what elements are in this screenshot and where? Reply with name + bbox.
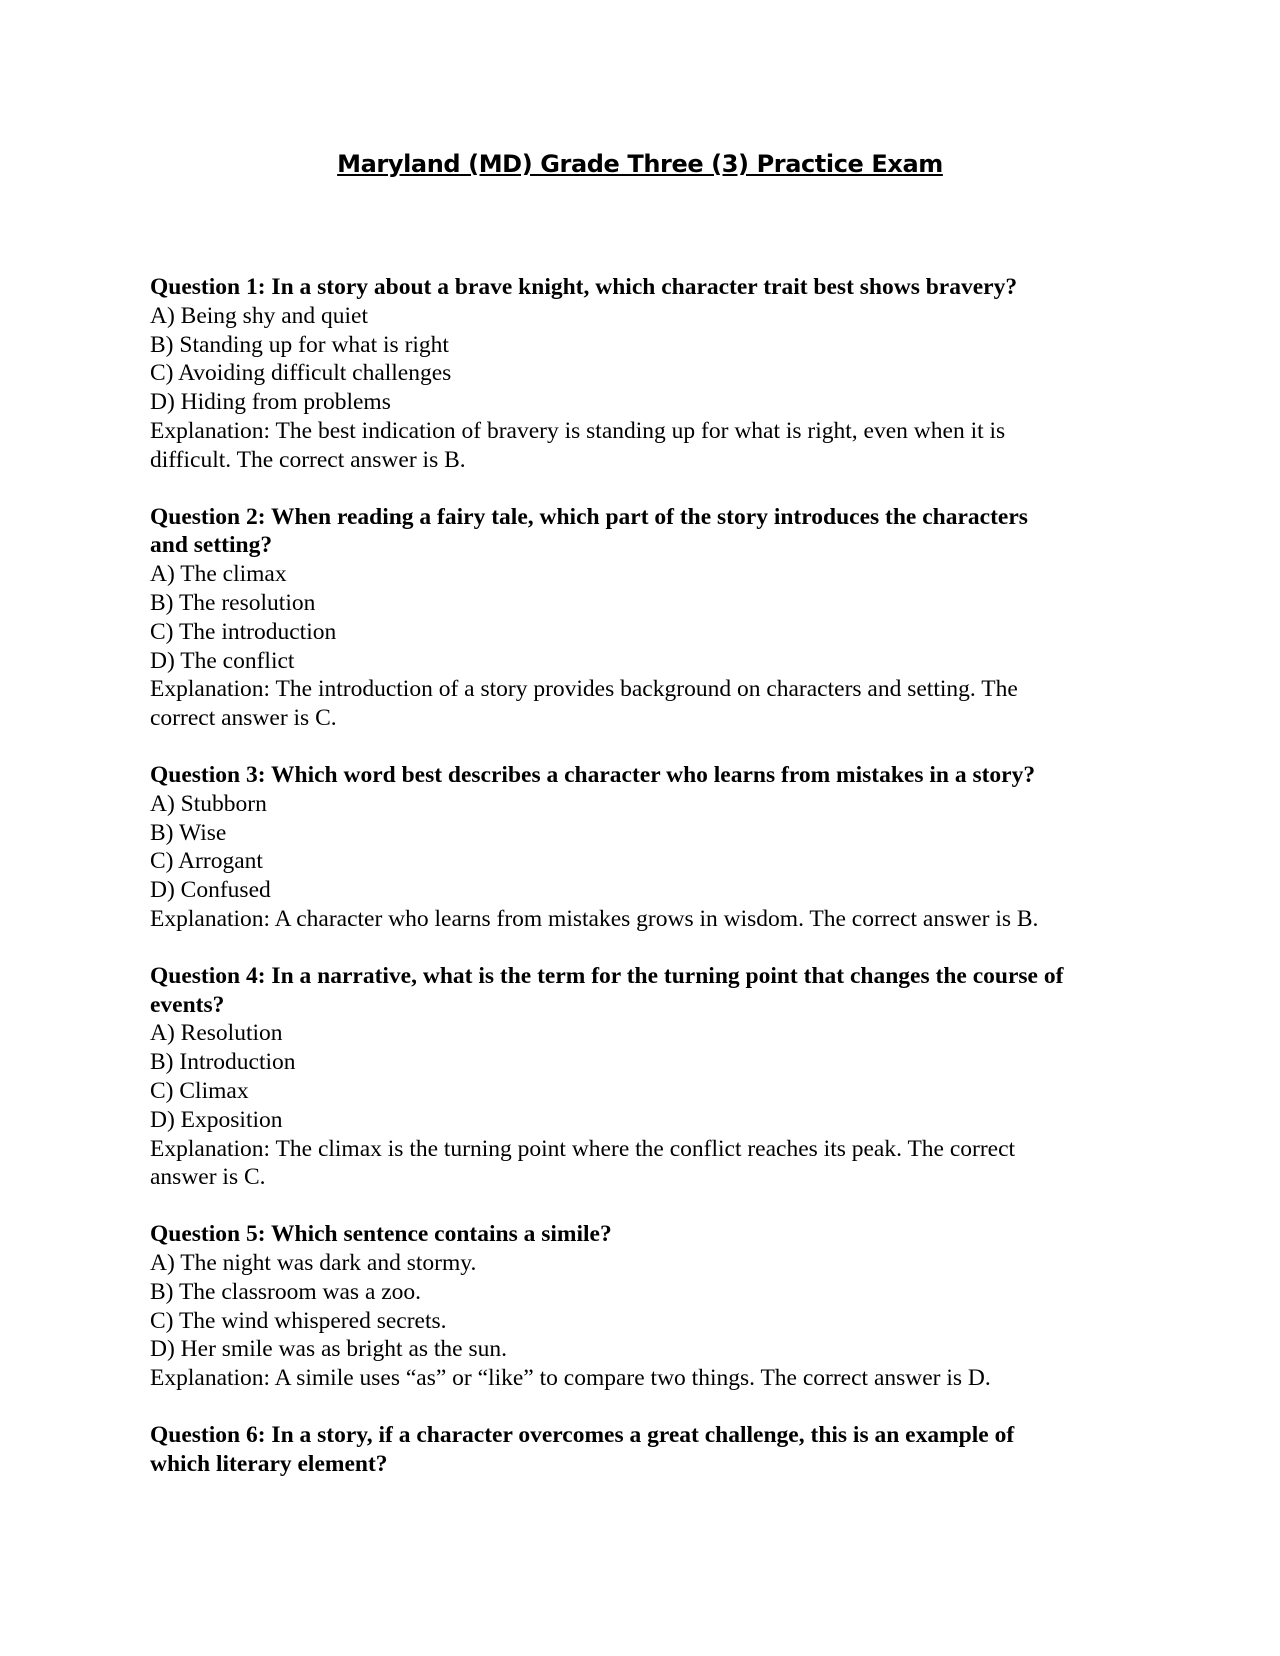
explanation-text: Explanation: The climax is the turning point where the conflict reaches its peak. The correct xyxy=(150,1135,1016,1162)
answer-option: A) Resolution xyxy=(150,1020,283,1047)
questions-list xyxy=(150,273,1150,1478)
explanation-text: Explanation: A simile uses “as” or “like” to compare two things. The correct answer is D. xyxy=(150,1365,991,1392)
question-block-3 xyxy=(150,761,1150,934)
answer-option: C) Climax xyxy=(150,1077,249,1104)
answer-option: B) The resolution xyxy=(150,589,316,616)
explanation-text: correct answer is C. xyxy=(150,705,337,732)
explanation-text: Explanation: The best indication of bravery is standing up for what is right, even when it is xyxy=(150,417,1006,444)
answer-option: D) Hiding from problems xyxy=(150,389,391,416)
explanation-text: answer is C. xyxy=(150,1164,266,1191)
question-block-4 xyxy=(150,962,1150,1192)
explanation-text: Explanation: The introduction of a story provides background on characters and setting. The xyxy=(150,676,1018,703)
question-text: and setting? xyxy=(150,532,273,559)
answer-option: C) Avoiding difficult challenges xyxy=(150,360,452,387)
page-title: Maryland (MD) Grade Three (3) Practice Exam xyxy=(337,150,943,178)
answer-option: C) The wind whispered secrets. xyxy=(150,1307,447,1334)
answer-option: B) The classroom was a zoo. xyxy=(150,1278,422,1305)
question-text: Question 5: Which sentence contains a simile? xyxy=(150,1221,612,1248)
answer-option: C) The introduction xyxy=(150,618,337,645)
answer-option: A) The climax xyxy=(150,561,287,588)
answer-option: D) The conflict xyxy=(150,647,295,674)
question-text: which literary element? xyxy=(150,1450,388,1477)
answer-option: B) Standing up for what is right xyxy=(150,331,449,358)
answer-option: A) Stubborn xyxy=(150,790,267,817)
answer-option: A) The night was dark and stormy. xyxy=(150,1249,477,1276)
answer-option: B) Wise xyxy=(150,819,227,846)
answer-option: C) Arrogant xyxy=(150,848,263,875)
question-text: Question 3: Which word best describes a character who learns from mistakes in a story? xyxy=(150,761,1036,788)
question-text: Question 6: In a story, if a character overcomes a great challenge, this is an example of xyxy=(150,1421,1015,1448)
question-text: Question 1: In a story about a brave knight, which character trait best shows bravery? xyxy=(150,274,1018,300)
answer-option: D) Exposition xyxy=(150,1106,283,1133)
answer-option: D) Her smile was as bright as the sun. xyxy=(150,1336,507,1363)
question-text: Question 4: In a narrative, what is the term for the turning point that changes the course of xyxy=(150,962,1064,989)
question-block-1 xyxy=(150,273,1150,475)
question-block-2 xyxy=(150,503,1150,733)
question-block-5 xyxy=(150,1220,1150,1393)
question-text: Question 2: When reading a fairy tale, which part of the story introduces the characters xyxy=(150,503,1028,530)
question-text: events? xyxy=(150,991,225,1018)
explanation-text: difficult. The correct answer is B. xyxy=(150,446,466,473)
answer-option: A) Being shy and quiet xyxy=(150,302,368,329)
answer-option: B) Introduction xyxy=(150,1049,296,1076)
question-block-6 xyxy=(150,1421,1150,1479)
answer-option: D) Confused xyxy=(150,877,271,904)
explanation-text: Explanation: A character who learns from mistakes grows in wisdom. The correct answer is B. xyxy=(150,905,1039,932)
